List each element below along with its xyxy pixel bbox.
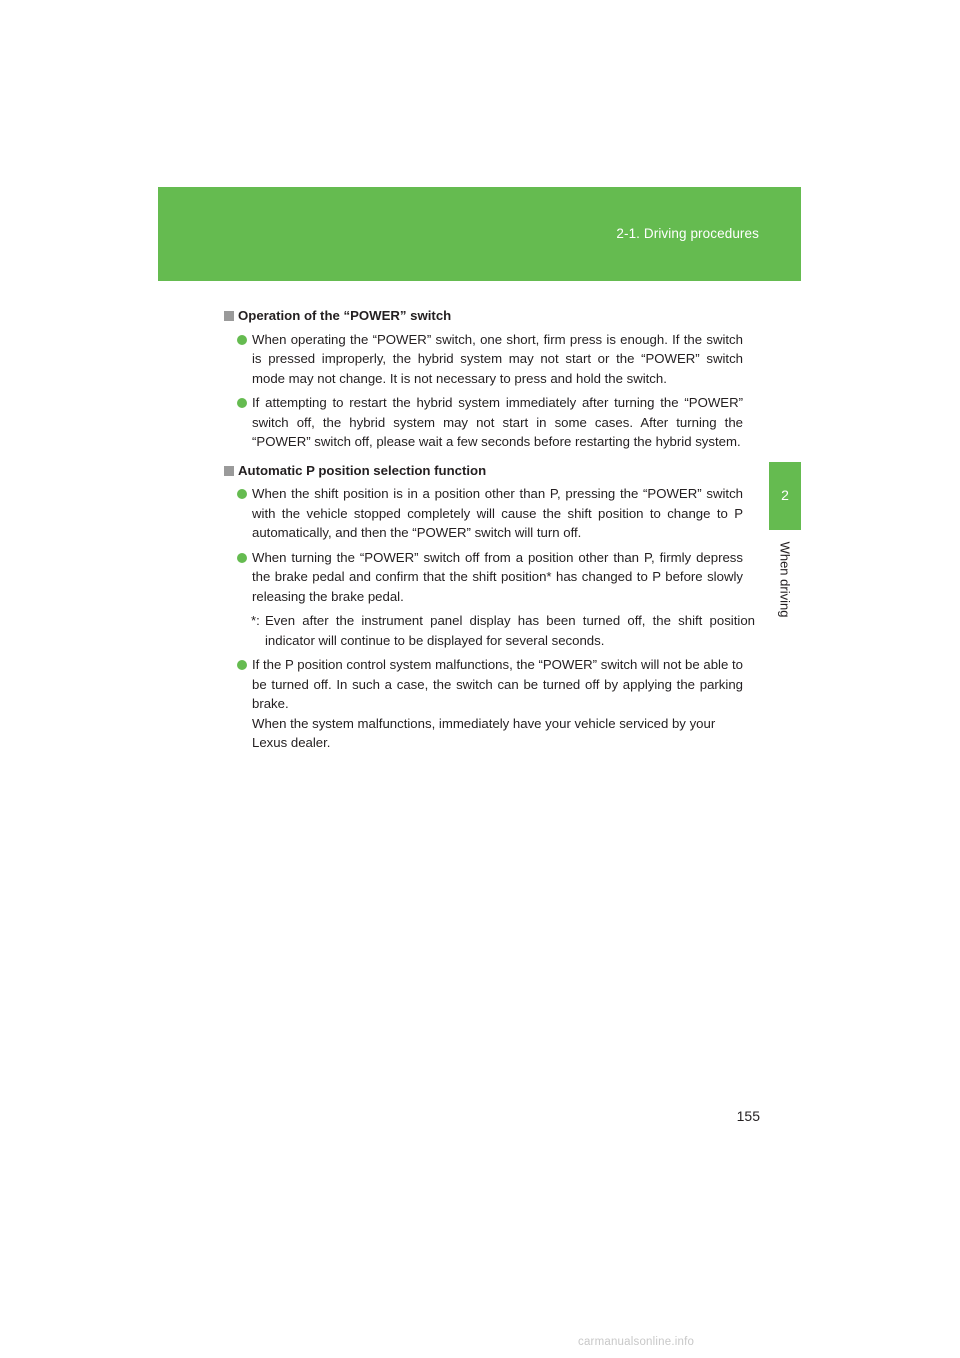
- watermark: carmanualsonline.info: [578, 1336, 695, 1348]
- bullet-item: If attempting to restart the hybrid system immediately after turning the “POWER” switch off, the hybrid system may not start in some cases. After turning the “POWER” switch off, please wait a few seconds before restarting the hybrid system.: [224, 393, 743, 452]
- section-automatic-p-position: [224, 461, 754, 753]
- chapter-header-band: [158, 187, 801, 281]
- square-bullet-icon: [224, 466, 234, 476]
- square-bullet-icon: [224, 311, 234, 321]
- circle-bullet-icon: [237, 335, 247, 345]
- circle-bullet-icon: [237, 553, 247, 563]
- section-power-switch-operation: [224, 306, 754, 452]
- section-heading: Operation of the “POWER” switch: [224, 306, 754, 326]
- chapter-number: 2: [781, 487, 789, 503]
- bullet-second-paragraph: When the system malfunctions, immediately have your vehicle serviced by your Lexus dealer.: [252, 715, 716, 750]
- footnote-mark: *:: [251, 613, 260, 628]
- footnote: [224, 611, 755, 650]
- footnote-text: Even after the instrument panel display has been turned off, the shift position indicator will continue to be displayed for several seconds.: [265, 613, 755, 648]
- circle-bullet-icon: [237, 660, 247, 670]
- bullet-item: When turning the “POWER” switch off from a position other than P, firmly depress the brake pedal and confirm that the shift position* has changed to P before slowly releasing the brake pedal.: [224, 548, 743, 607]
- circle-bullet-icon: [237, 398, 247, 408]
- page-number: 155: [736, 1108, 760, 1124]
- page-content: [224, 306, 754, 762]
- section-title: 2-1. Driving procedures: [616, 226, 759, 241]
- bullet-item: When the shift position is in a position other than P, pressing the “POWER” switch with the vehicle stopped completely will cause the shift position to change to P automatically, and then the “POWER” switch will turn off.: [224, 484, 743, 543]
- bullet-item: When operating the “POWER” switch, one short, firm press is enough. If the switch is pressed improperly, the hybrid system may not start or the “POWER” switch mode may not change. It is not necessary to press and hold the switch.: [224, 330, 743, 389]
- chapter-label: When driving: [777, 541, 793, 618]
- section-heading: Automatic P position selection function: [224, 461, 754, 481]
- bullet-item: If the P position control system malfunctions, the “POWER” switch will not be able to be turned off. In such a case, the switch can be turned off by applying the parking brake. When the system malfunctions, immediately have your vehicle serviced by your Lexus dealer.: [224, 655, 743, 753]
- circle-bullet-icon: [237, 489, 247, 499]
- chapter-tab: [769, 462, 801, 530]
